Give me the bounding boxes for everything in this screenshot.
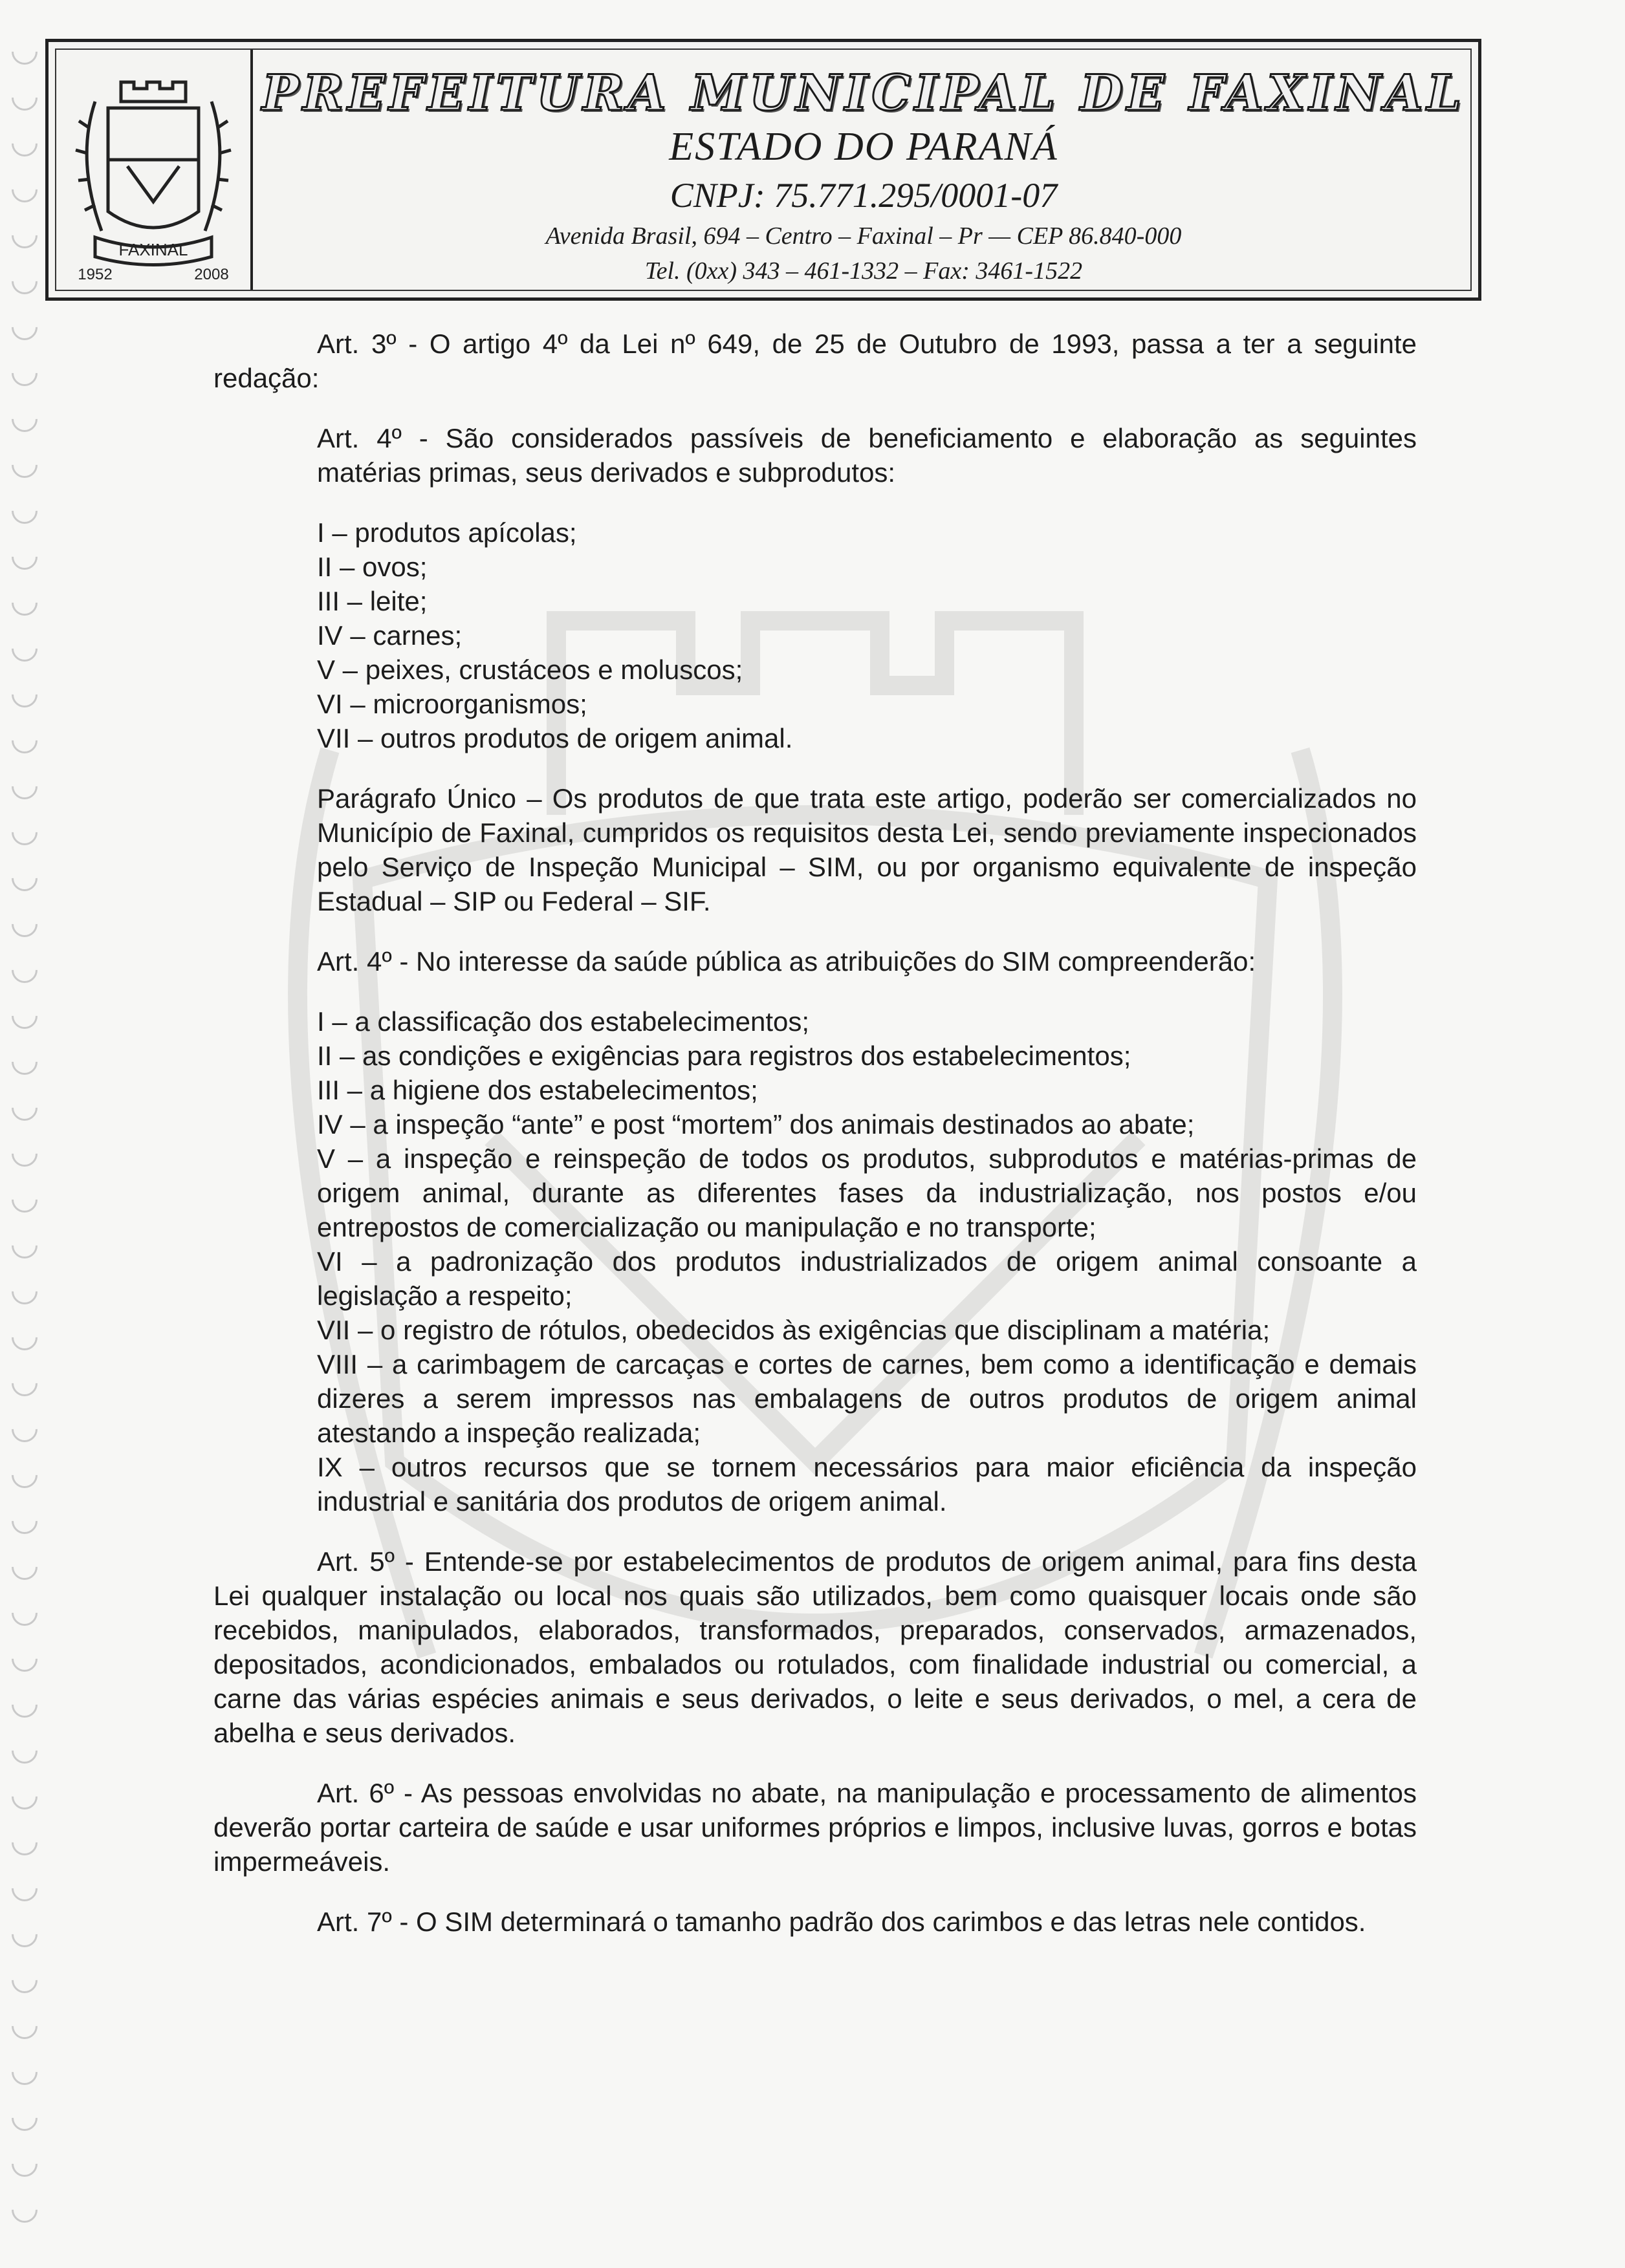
list-item: V – peixes, crustáceos e moluscos;	[317, 654, 743, 685]
list-item: III – a higiene dos estabelecimentos;	[317, 1075, 758, 1105]
list-item: II – as condições e exigências para registros dos estabelecimentos;	[317, 1041, 1131, 1071]
phone-fax: Tel. (0xx) 343 – 461-1332 – Fax: 3461-1522	[644, 257, 1083, 285]
binder-hole-icon	[6, 860, 43, 897]
binder-hole-icon	[6, 539, 43, 576]
list-item: I – produtos apícolas;	[317, 517, 577, 548]
binder-hole-icon	[6, 2100, 43, 2137]
municipal-crest	[56, 50, 253, 290]
binder-hole-icon	[6, 768, 43, 805]
binder-hole-icon	[6, 2146, 43, 2183]
binder-hole-icon	[6, 1044, 43, 1081]
binder-hole-icon	[6, 722, 43, 759]
binder-hole-icon	[6, 2054, 43, 2091]
binder-hole-icon	[6, 676, 43, 713]
binder-hole-icon	[6, 263, 43, 300]
binder-holes	[12, 39, 44, 2251]
municipality-title: PREFEITURA MUNICIPAL DE FAXINAL	[261, 64, 1466, 122]
binder-hole-icon	[6, 1549, 43, 1586]
svg-text:FAXINAL: FAXINAL	[118, 240, 188, 259]
list-item: VII – o registro de rótulos, obedecidos às exigências que disciplinam a matéria;	[317, 1315, 1271, 1345]
binder-hole-icon	[6, 1733, 43, 1769]
letterhead-text	[257, 50, 1470, 290]
binder-hole-icon	[6, 1182, 43, 1218]
binder-hole-icon	[6, 631, 43, 667]
binder-hole-icon	[6, 1319, 43, 1356]
binder-hole-icon	[6, 1641, 43, 1678]
article-6: Art. 6º - As pessoas envolvidas no abate, na manipulação e processamento de alimentos deverão portar carteira de saúde e usar uniformes próprios e limpos, inclusive luvas, gorros e botas impermeáveis.	[213, 1778, 1417, 1877]
binder-hole-icon	[6, 1962, 43, 1999]
cnpj: CNPJ: 75.771.295/0001-07	[670, 176, 1058, 215]
binder-hole-icon	[6, 1227, 43, 1264]
binder-hole-icon	[6, 217, 43, 254]
binder-hole-icon	[6, 1916, 43, 1953]
letterhead-frame	[55, 49, 1472, 291]
binder-hole-icon	[6, 309, 43, 346]
list-item: IX – outros recursos que se tornem necessários para maior eficiência da inspeção industrial e sanitária dos produtos de origem animal.	[317, 1452, 1417, 1517]
state-name: ESTADO DO PARANÁ	[669, 125, 1058, 169]
binder-hole-icon	[6, 906, 43, 943]
binder-hole-icon	[6, 1687, 43, 1723]
binder-hole-icon	[6, 952, 43, 989]
binder-hole-icon	[6, 2008, 43, 2045]
binder-hole-icon	[6, 355, 43, 392]
svg-text:1952: 1952	[78, 266, 113, 283]
document-body	[213, 327, 1417, 1939]
binder-hole-icon	[6, 585, 43, 621]
binder-hole-icon	[6, 1365, 43, 1402]
article-5: Art. 5º - Entende-se por estabelecimentos de produtos de origem animal, para fins desta Lei qualquer instalação ou local nos quais são utilizados, bem como quaisquer locais onde são recebidos, manipulados, elaborados, transformados, preparados, conservados, armazenados, depositados, acondicionados, embalados ou rotulados, com finalidade industrial ou comercial, a carne das várias espécies animais e seus derivados, o leite e seus derivados, o mel, a cera de abelha e seus derivados.	[213, 1546, 1417, 1748]
list-item: I – a classificação dos estabelecimentos;	[317, 1006, 810, 1037]
binder-hole-icon	[6, 171, 43, 208]
binder-hole-icon	[6, 1273, 43, 1310]
binder-hole-icon	[6, 1824, 43, 1861]
binder-hole-icon	[6, 1778, 43, 1815]
list-item: VI – microorganismos;	[317, 689, 587, 719]
list-item: III – leite;	[317, 586, 428, 616]
binder-hole-icon	[6, 80, 43, 116]
binder-hole-icon	[6, 1411, 43, 1448]
list-item: IV – carnes;	[317, 620, 463, 651]
article-3: Art. 3º - O artigo 4º da Lei nº 649, de 25 de Outubro de 1993, passa a ter a seguinte redação:	[213, 329, 1417, 393]
binder-hole-icon	[6, 1136, 43, 1172]
binder-hole-icon	[6, 2192, 43, 2229]
article-4-items	[213, 515, 1417, 755]
article-4-intro: Art. 4º - São considerados passíveis de beneficiamento e elaboração as seguintes matérias primas, seus derivados e subprodutos:	[317, 423, 1417, 488]
binder-hole-icon	[6, 814, 43, 851]
article-7: Art. 7º - O SIM determinará o tamanho padrão dos carimbos e das letras nele contidos.	[317, 1906, 1366, 1937]
list-item: VIII – a carimbagem de carcaças e cortes de carnes, bem como a identificação e demais dizeres a serem impressos nas embalagens de outros produtos de origem animal atestando a inspeção realizada;	[317, 1349, 1417, 1448]
binder-hole-icon	[6, 998, 43, 1035]
binder-hole-icon	[6, 1595, 43, 1632]
binder-hole-icon	[6, 447, 43, 484]
letterhead	[45, 39, 1481, 301]
article-4b-intro: Art. 4º - No interesse da saúde pública as atribuições do SIM compreenderão:	[317, 946, 1256, 977]
paragrafo-unico: Parágrafo Único – Os produtos de que trata este artigo, poderão ser comercializados no Município de Faxinal, cumpridos os requisitos desta Lei, sendo previamente inspecionados pelo Serviço de Inspeção Municipal – SIM, ou por organismo equivalente de inspeção Estadual – SIP ou Federal – SIF.	[317, 783, 1417, 916]
binder-hole-icon	[6, 1457, 43, 1494]
address: Avenida Brasil, 694 – Centro – Faxinal – Pr — CEP 86.840-000	[545, 222, 1182, 250]
binder-hole-icon	[6, 34, 43, 70]
article-4b-items	[213, 1004, 1417, 1518]
crest-icon	[69, 63, 237, 283]
svg-text:2008: 2008	[194, 266, 229, 283]
list-item: II – ovos;	[317, 552, 428, 582]
binder-hole-icon	[6, 1090, 43, 1127]
binder-hole-icon	[6, 1503, 43, 1540]
binder-hole-icon	[6, 493, 43, 530]
list-item: V – a inspeção e reinspeção de todos os produtos, subprodutos e matérias-primas de origem animal, durante as diferentes fases da industrialização, nos postos e/ou entrepostos de comercialização ou manipulação e no transporte;	[317, 1143, 1417, 1242]
list-item: VII – outros produtos de origem animal.	[317, 723, 793, 753]
binder-hole-icon	[6, 1870, 43, 1907]
list-item: IV – a inspeção “ante” e post “mortem” dos animais destinados ao abate;	[317, 1109, 1195, 1139]
list-item: VI – a padronização dos produtos industrializados de origem animal consoante a legislação a respeito;	[317, 1246, 1417, 1311]
binder-hole-icon	[6, 401, 43, 438]
binder-hole-icon	[6, 125, 43, 162]
